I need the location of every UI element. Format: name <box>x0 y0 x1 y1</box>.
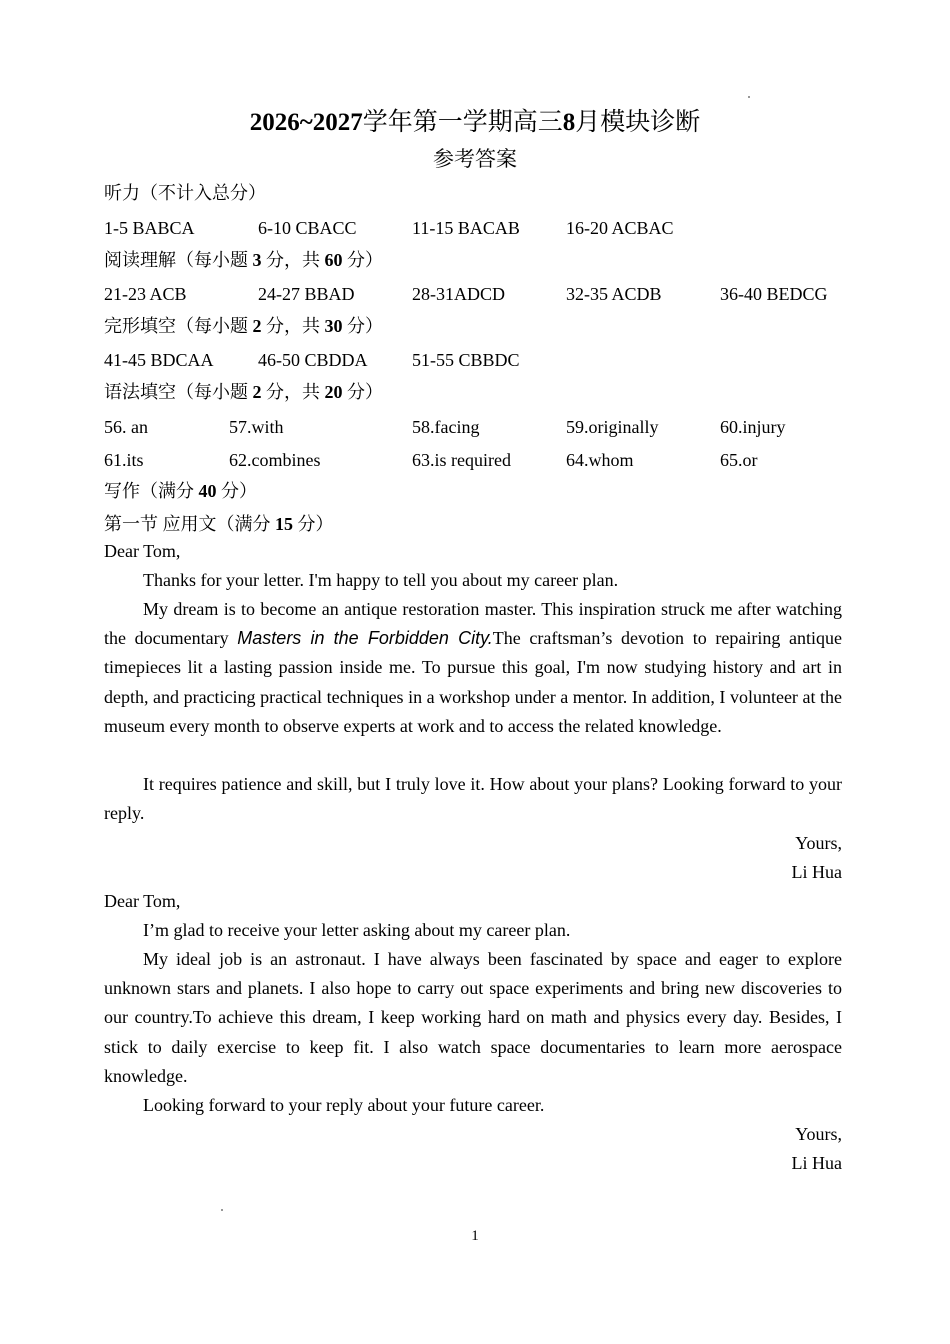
cloze-answer: 46-50 CBDDA <box>258 350 368 370</box>
reading-answer: 21-23 ACB <box>104 284 187 304</box>
letter1-text: The craftsman’s devotion to repairing antique timepieces lit a lasting passion inside me. To pursue this goal, I'm now studying history and art in depth, and practicing practical techniques in a workshop under a mentor. In addition, I volunteer at the museum every month to observe experts at work and to access the related knowledge. <box>104 628 842 736</box>
grammar-answer: 61.its <box>104 450 144 470</box>
letter1-signature: Li Hua <box>791 862 842 882</box>
listening-answer: 6-10 CBACC <box>258 218 357 238</box>
cloze-total: 30 <box>324 316 343 336</box>
section-heading-pre: 第一节 应用文（满分 <box>104 514 275 534</box>
letter1-paragraph-main <box>104 595 842 741</box>
letter1-greeting: Dear Tom, <box>104 541 181 561</box>
writing-total: 40 <box>198 481 217 501</box>
writing-section-heading <box>104 512 334 536</box>
letter2-paragraph: Looking forward to your reply about your future career. <box>143 1095 545 1115</box>
grammar-answer: 60.injury <box>720 417 786 437</box>
grammar-heading <box>104 380 383 404</box>
grammar-answer: 57.with <box>229 417 284 437</box>
cloze-heading <box>104 314 383 338</box>
letter2-paragraph-main: My ideal job is an astronaut. I have always been fascinated by space and eager to explore unknown stars and planets. I also hope to carry out space experiments and bring new discoveries to our country.To achieve this dream, I keep working hard on math and physics every day. Besides, I stick to daily exercise to keep fit. I also watch space documentaries to learn more aerospace knowledge. <box>104 949 842 1086</box>
writing-heading <box>104 479 257 503</box>
page-subtitle: 参考答案 <box>433 147 517 171</box>
letter2-signature: Li Hua <box>791 1153 842 1173</box>
reading-total: 60 <box>324 250 343 270</box>
letter2-paragraph: I’m glad to receive your letter asking about my career plan. <box>143 920 571 940</box>
grammar-heading-mid: 分，共 <box>261 382 325 402</box>
reading-heading <box>104 248 383 272</box>
listening-heading: 听力（不计入总分） <box>104 183 266 203</box>
reading-answer: 24-27 BBAD <box>258 284 355 304</box>
letter1-paragraph: It requires patience and skill, but I truly love it. How about your plans? Looking forward to your reply. <box>104 774 842 824</box>
letter1-closing: Yours, <box>795 833 842 853</box>
listening-answer: 16-20 ACBAC <box>566 218 674 238</box>
title-end: 月模块诊断 <box>575 109 701 136</box>
grammar-points: 2 <box>252 382 262 402</box>
cloze-answer: 51-55 CBBDC <box>412 350 520 370</box>
listening-answer: 1-5 BABCA <box>104 218 195 238</box>
cloze-heading-mid: 分，共 <box>261 316 325 336</box>
title-month-number: 8 <box>562 109 576 136</box>
grammar-answer: 56. an <box>104 417 148 437</box>
letter2-greeting: Dear Tom, <box>104 891 181 911</box>
page-number: 1 <box>471 1228 479 1244</box>
letter2-closing: Yours, <box>795 1124 842 1144</box>
grammar-answer: 58.facing <box>412 417 480 437</box>
cloze-points: 2 <box>252 316 262 336</box>
grammar-answer: 65.or <box>720 450 758 470</box>
grammar-answer: 63.is required <box>412 450 511 470</box>
title-middle: 学年第一学期高三 <box>362 109 563 136</box>
reading-heading-mid: 分，共 <box>261 250 325 270</box>
grammar-answer: 62.combines <box>229 450 321 470</box>
reading-heading-end: 分） <box>342 250 383 270</box>
documentary-title: Masters in the Forbidden City. <box>237 628 493 649</box>
grammar-answer: 64.whom <box>566 450 634 470</box>
page-title <box>0 105 950 141</box>
letter1-text: My dream is to become an antique restoration master. This inspiration struck me after watching the documentary <box>104 599 842 649</box>
writing-heading-pre: 写作（满分 <box>104 481 199 501</box>
grammar-heading-end: 分） <box>342 382 383 402</box>
scan-speck <box>748 96 750 98</box>
reading-answer: 28-31ADCD <box>412 284 505 304</box>
writing-heading-end: 分） <box>216 481 257 501</box>
listening-answer: 11-15 BACAB <box>412 218 520 238</box>
cloze-heading-pre: 完形填空（每小题 <box>104 316 253 336</box>
reading-points: 3 <box>252 250 262 270</box>
grammar-heading-pre: 语法填空（每小题 <box>104 382 253 402</box>
grammar-total: 20 <box>324 382 343 402</box>
reading-heading-pre: 阅读理解（每小题 <box>104 250 253 270</box>
reading-answer: 32-35 ACDB <box>566 284 662 304</box>
letter1-paragraph: Thanks for your letter. I'm happy to tell you about my career plan. <box>143 570 619 590</box>
reading-answer: 36-40 BEDCG <box>720 284 828 304</box>
cloze-heading-end: 分） <box>342 316 383 336</box>
title-year: 2026~2027 <box>249 109 363 136</box>
grammar-answer: 59.originally <box>566 417 659 437</box>
section-total: 15 <box>275 514 293 534</box>
section-heading-end: 分） <box>293 514 334 534</box>
scan-speck <box>221 1209 223 1211</box>
cloze-answer: 41-45 BDCAA <box>104 350 214 370</box>
